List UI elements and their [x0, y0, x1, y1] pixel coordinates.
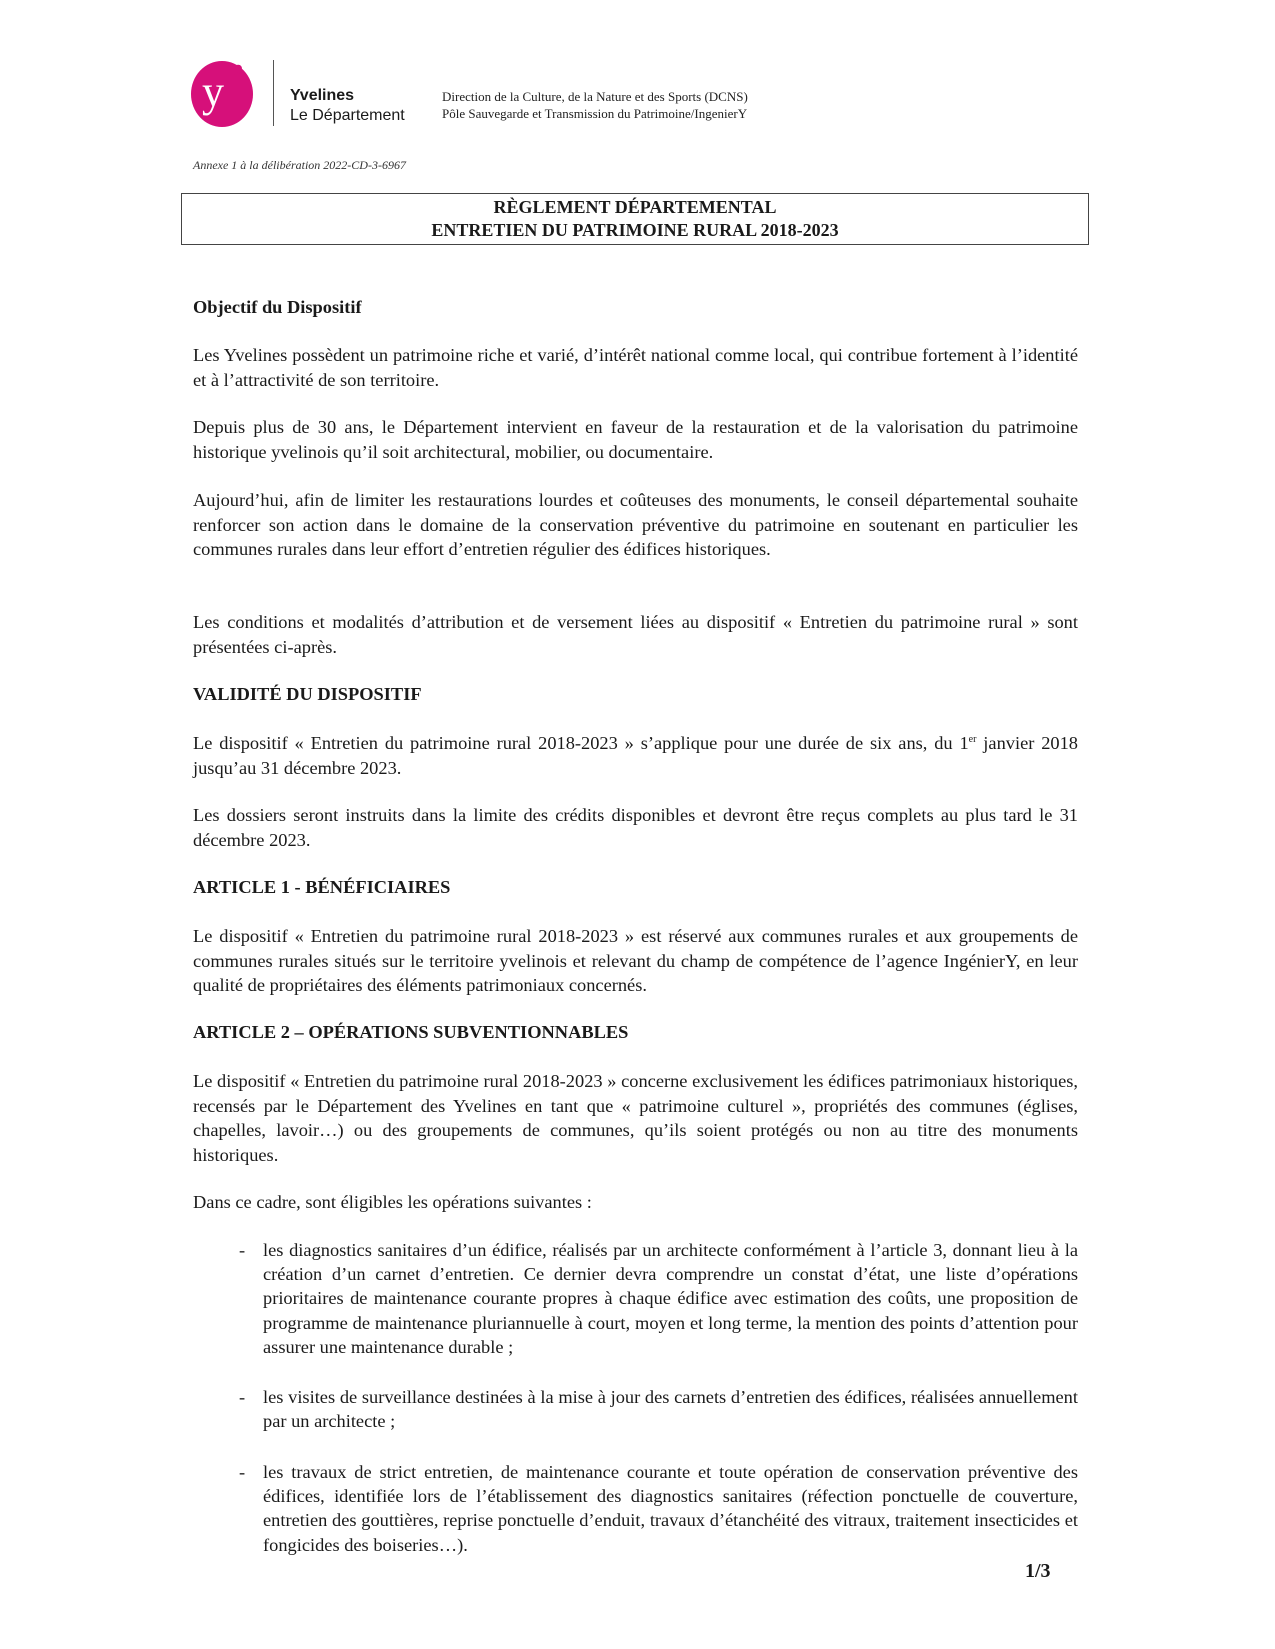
title-line-2: ENTRETIEN DU PATRIMOINE RURAL 2018-2023	[431, 220, 839, 240]
paragraph	[193, 731, 1078, 780]
bullet-dash: -	[239, 1387, 246, 1407]
department-info	[442, 88, 748, 122]
department-line-2: Pôle Sauvegarde et Transmission du Patrimoine/IngenierY	[442, 106, 748, 121]
section-heading-objectif: Objectif du Dispositif	[193, 297, 362, 317]
paragraph: Le dispositif « Entretien du patrimoine rural 2018-2023 » est réservé aux communes rurales et aux groupements de communes rurales situés sur le territoire yvelinois et relevant du champ de compétence de l’agence IngénierY, en leur qualité de propriétaires des éléments patrimoniaux concernés.	[193, 926, 1078, 995]
document-title-box	[181, 193, 1089, 245]
bullet-dash: -	[239, 1240, 246, 1260]
svg-text:’: ’	[232, 58, 245, 99]
paragraph: Le dispositif « Entretien du patrimoine rural 2018-2023 » concerne exclusivement les édifices patrimoniaux historiques, recensés par le Département des Yvelines en tant que « patrimoine culturel », propriétés des communes (églises, chapelles, lavoir…) ou des groupements de communes, qu’ils soient protégés ou non au titre des monuments historiques.	[193, 1071, 1078, 1165]
list-item	[193, 1238, 1078, 1359]
superscript: er	[968, 733, 977, 745]
list-item-text: les travaux de strict entretien, de maintenance courante et toute opération de conservation préventive des édifices, identifiée lors de l’établissement des diagnostics sanitaires (réfection ponctuelle de couverture, entretien des gouttières, reprise ponctuelle d’enduit, travaux d’étanchéité des vitraux, traitement insecticides et fongicides des boiseries…).	[263, 1462, 1078, 1555]
brand-name	[290, 86, 405, 126]
department-line-1: Direction de la Culture, de la Nature et des Sports (DCNS)	[442, 89, 748, 104]
section-heading-validite: VALIDITÉ DU DISPOSITIF	[193, 684, 422, 704]
annexe-reference: Annexe 1 à la délibération 2022-CD-3-6967	[193, 158, 406, 172]
section-heading-article-1: ARTICLE 1 - BÉNÉFICIAIRES	[193, 877, 451, 897]
title-line-1: RÈGLEMENT DÉPARTEMENTAL	[493, 197, 777, 217]
paragraph-text: Le dispositif « Entretien du patrimoine rural 2018-2023 » s’applique pour une durée de six ans, du 1	[193, 733, 969, 753]
yvelines-logo	[190, 58, 258, 128]
page-number: 1/3	[1025, 1560, 1051, 1582]
paragraph: Les dossiers seront instruits dans la limite des crédits disponibles et devront être reçus complets au plus tard le 31 décembre 2023.	[193, 805, 1078, 850]
bullet-dash: -	[239, 1462, 246, 1482]
list-item-text: les diagnostics sanitaires d’un édifice, réalisés par un architecte conformément à l’article 3, donnant lieu à la création d’un carnet d’entretien. Ce dernier devra comprendre un constat d’état, une liste d’opérations prioritaires de maintenance courante propres à chaque édifice avec estimation des coûts, une proposition de programme de maintenance pluriannuelle à court, moyen et long terme, la mention des points d’attention pour assurer une maintenance durable ;	[263, 1240, 1078, 1357]
brand-line-2: Le Département	[290, 107, 405, 124]
svg-text:y: y	[202, 67, 224, 116]
list-item-text: les visites de surveillance destinées à la mise à jour des carnets d’entretien des édifices, réalisées annuellement par un architecte ;	[263, 1387, 1078, 1432]
paragraph: Aujourd’hui, afin de limiter les restaurations lourdes et coûteuses des monuments, le conseil départemental souhaite renforcer son action dans le domaine de la conservation préventive du patrimoine en soutenant en particulier les communes rurales dans leur effort d’entretien régulier des édifices historiques.	[193, 490, 1078, 559]
paragraph-text: janvier 2018 jusqu’au 31 décembre 2023.	[193, 733, 1078, 778]
list-item	[193, 1385, 1078, 1433]
logo-icon	[190, 58, 258, 128]
section-heading-article-2: ARTICLE 2 – OPÉRATIONS SUBVENTIONNABLES	[193, 1022, 629, 1042]
paragraph: Les conditions et modalités d’attribution et de versement liées au dispositif « Entretien du patrimoine rural » sont présentées ci-après.	[193, 612, 1078, 657]
header-divider	[273, 60, 274, 126]
brand-line-1: Yvelines	[290, 87, 355, 104]
paragraph: Les Yvelines possèdent un patrimoine riche et varié, d’intérêt national comme local, qui contribue fortement à l’identité et à l’attractivité de son territoire.	[193, 345, 1078, 390]
paragraph: Depuis plus de 30 ans, le Département intervient en faveur de la restauration et de la valorisation du patrimoine historique yvelinois qu’il soit architectural, mobilier, ou documentaire.	[193, 417, 1078, 462]
paragraph: Dans ce cadre, sont éligibles les opérations suivantes :	[193, 1192, 592, 1212]
list-item	[193, 1460, 1078, 1557]
